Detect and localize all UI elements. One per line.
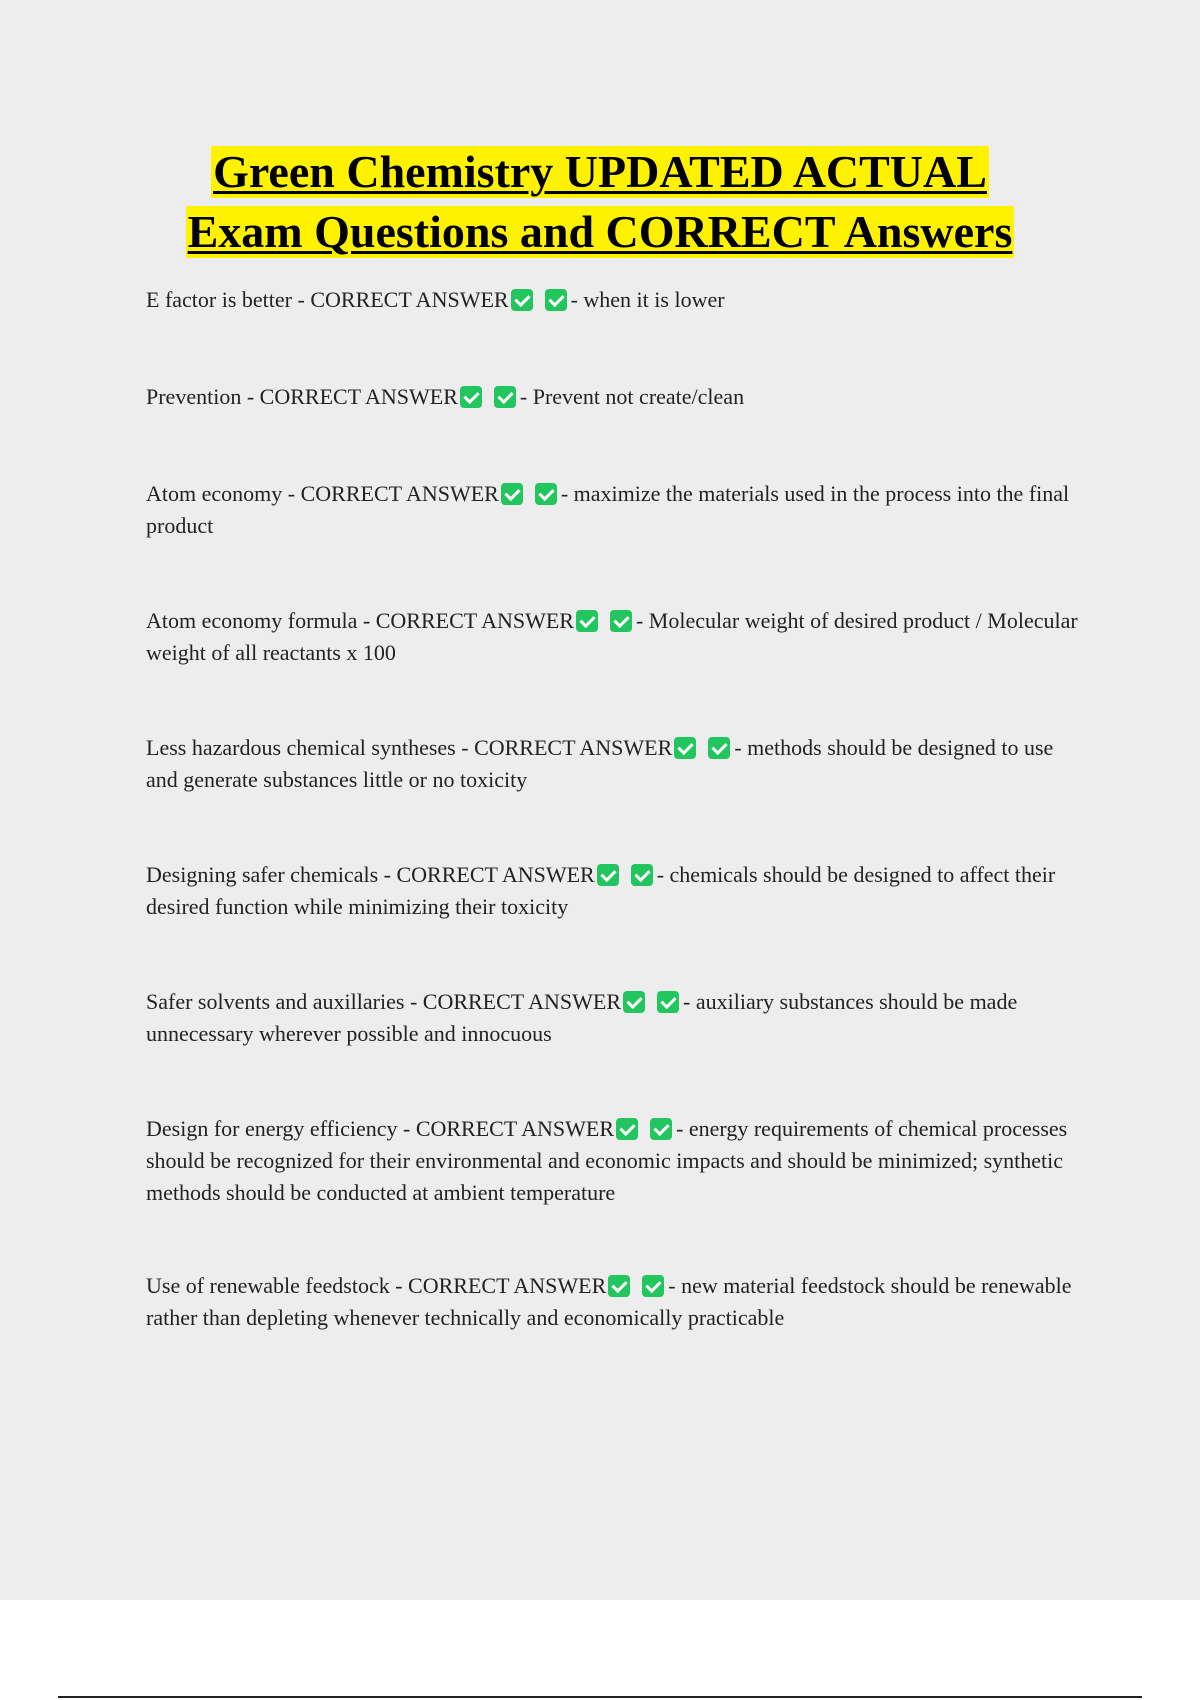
check-mark-icon bbox=[501, 483, 523, 505]
correct-answer-label: CORRECT ANSWER bbox=[300, 481, 499, 506]
correct-answer-label: CORRECT ANSWER bbox=[408, 1273, 607, 1298]
qa-term: Designing safer chemicals bbox=[146, 862, 379, 887]
correct-answer-label: CORRECT ANSWER bbox=[422, 989, 622, 1014]
qa-answer: - energy requirements of chemical processes should be recognized for their environmental and economic impacts and should be minimized; synthetic methods should be conducted at ambient temperature bbox=[146, 1116, 1068, 1205]
check-mark-icon bbox=[631, 864, 653, 886]
correct-answer-label: CORRECT ANSWER bbox=[259, 384, 458, 409]
bottom-divider bbox=[58, 1696, 1142, 1698]
qa-term: Safer solvents and auxillaries bbox=[146, 989, 405, 1014]
qa-separator: - bbox=[397, 1116, 416, 1141]
correct-answer-label: CORRECT ANSWER bbox=[310, 287, 509, 312]
correct-answer-label: CORRECT ANSWER bbox=[474, 735, 673, 760]
check-mark-icon bbox=[576, 610, 598, 632]
check-mark-icon bbox=[708, 737, 730, 759]
qa-answer: - chemicals should be designed to affect their desired function while minimizing their toxicity bbox=[146, 862, 1056, 919]
qa-answer: - auxiliary substances should be made unnecessary wherever possible and innocuous bbox=[146, 989, 1018, 1046]
qa-answer: - new material feedstock should be renewable rather than depleting whenever technically and economically practicable bbox=[146, 1273, 1072, 1330]
check-mark-icon bbox=[535, 483, 557, 505]
qa-item bbox=[146, 986, 1086, 1050]
qa-item bbox=[146, 859, 1086, 923]
qa-separator: - bbox=[455, 735, 475, 760]
qa-term: Atom economy bbox=[146, 481, 283, 506]
qa-separator: - bbox=[357, 608, 376, 633]
qa-item bbox=[146, 1270, 1086, 1334]
qa-separator: - bbox=[389, 1273, 409, 1298]
qa-item bbox=[146, 478, 1086, 542]
qa-term: Atom economy formula bbox=[146, 608, 358, 633]
check-mark-icon bbox=[545, 289, 567, 311]
check-mark-icon bbox=[511, 289, 533, 311]
check-mark-icon bbox=[674, 737, 696, 759]
qa-answer: - maximize the materials used in the process into the final product bbox=[146, 481, 1070, 538]
check-mark-icon bbox=[657, 991, 679, 1013]
check-mark-icon bbox=[597, 864, 619, 886]
correct-answer-label: CORRECT ANSWER bbox=[375, 608, 574, 633]
qa-answer: - Prevent not create/clean bbox=[519, 384, 745, 409]
check-mark-icon bbox=[650, 1118, 672, 1140]
qa-answer: - Molecular weight of desired product / Molecular weight of all reactants x 100 bbox=[146, 608, 1078, 665]
qa-separator: - bbox=[241, 384, 260, 409]
qa-item bbox=[146, 605, 1086, 669]
qa-term: Use of renewable feedstock bbox=[146, 1273, 390, 1298]
title-line-2: Exam Questions and CORRECT Answers bbox=[187, 206, 1013, 257]
check-mark-icon bbox=[616, 1118, 638, 1140]
qa-item bbox=[146, 1113, 1086, 1209]
check-mark-icon bbox=[494, 386, 516, 408]
qa-item bbox=[146, 284, 1086, 316]
qa-term: E factor is better bbox=[146, 287, 292, 312]
qa-answer: - methods should be designed to use and generate substances little or no toxicity bbox=[146, 735, 1054, 792]
correct-answer-label: CORRECT ANSWER bbox=[396, 862, 595, 887]
qa-answer: - when it is lower bbox=[570, 287, 725, 312]
qa-term: Design for energy efficiency bbox=[146, 1116, 398, 1141]
qa-separator: - bbox=[404, 989, 423, 1014]
qa-item bbox=[146, 381, 1086, 413]
check-mark-icon bbox=[623, 991, 645, 1013]
check-mark-icon bbox=[642, 1275, 664, 1297]
check-mark-icon bbox=[608, 1275, 630, 1297]
qa-item bbox=[146, 732, 1086, 796]
document-title bbox=[0, 146, 1200, 266]
qa-separator: - bbox=[292, 287, 311, 312]
title-line-1: Green Chemistry UPDATED ACTUAL bbox=[213, 146, 987, 197]
qa-term: Prevention bbox=[146, 384, 242, 409]
qa-separator: - bbox=[282, 481, 301, 506]
check-mark-icon bbox=[460, 386, 482, 408]
check-mark-icon bbox=[610, 610, 632, 632]
qa-term: Less hazardous chemical syntheses bbox=[146, 735, 456, 760]
qa-separator: - bbox=[378, 862, 397, 887]
correct-answer-label: CORRECT ANSWER bbox=[415, 1116, 615, 1141]
